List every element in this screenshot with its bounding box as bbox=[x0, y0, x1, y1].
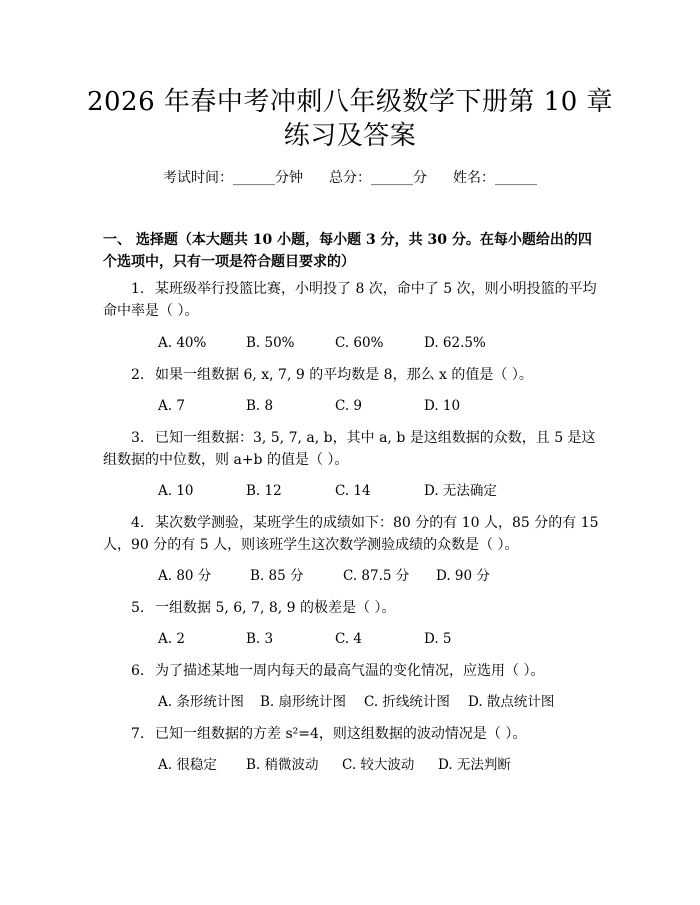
question-1 bbox=[103, 278, 603, 322]
option-c: C. 9 bbox=[335, 398, 363, 414]
option-a: A. 10 bbox=[158, 483, 194, 499]
question-number: 7. bbox=[131, 726, 145, 742]
question-5 bbox=[103, 597, 603, 619]
option-b: B. 12 bbox=[246, 483, 282, 499]
option-a: A. 很稳定 bbox=[158, 757, 217, 773]
option-b: B. 85 分 bbox=[250, 568, 304, 584]
exam-time-field: 考试时间：______分钟 bbox=[163, 170, 303, 186]
page-title-line2: 练习及答案 bbox=[283, 121, 417, 151]
question-4 bbox=[103, 512, 603, 556]
option-b: B. 稍微波动 bbox=[246, 757, 319, 773]
option-b: B. 8 bbox=[246, 398, 274, 414]
question-text: 一组数据 5, 6, 7, 8, 9 的极差是（ ）。 bbox=[155, 600, 396, 616]
question-7 bbox=[103, 723, 603, 745]
question-text: 如果一组数据 6, x, 7, 9 的平均数是 8，那么 x 的值是（ ）。 bbox=[155, 367, 533, 383]
page-title-line1: 2026 年春中考冲刺八年级数学下册第 10 章 bbox=[86, 87, 614, 117]
section-heading: 一、 选择题（本大题共 10 小题，每小题 3 分，共 30 分。在每小题给出的四个选项中，只有一项是符合题目要求的） bbox=[103, 232, 592, 270]
question-text: 为了描述某地一周内每天的最高气温的变化情况，应选用（ ）。 bbox=[155, 663, 545, 679]
option-c: C. 折线统计图 bbox=[364, 694, 450, 710]
option-d: D. 无法判断 bbox=[438, 757, 511, 773]
option-a: A. 2 bbox=[158, 631, 185, 647]
option-d: D. 散点统计图 bbox=[468, 694, 555, 710]
question-5-options bbox=[158, 629, 598, 649]
question-6 bbox=[103, 660, 603, 682]
question-3-options bbox=[158, 481, 598, 501]
option-d: D. 62.5% bbox=[424, 335, 486, 351]
student-name-field: 姓名：______ bbox=[453, 170, 537, 186]
option-d: D. 10 bbox=[424, 398, 461, 414]
question-4-options bbox=[158, 566, 598, 586]
option-a: A. 7 bbox=[158, 398, 185, 414]
question-number: 5. bbox=[131, 600, 145, 616]
question-2 bbox=[103, 364, 603, 386]
option-c: C. 87.5 分 bbox=[343, 568, 410, 584]
question-1-options bbox=[158, 333, 598, 353]
option-c: C. 较大波动 bbox=[342, 757, 415, 773]
question-number: 6. bbox=[131, 663, 145, 679]
question-text: 某班级举行投篮比赛，小明投了 8 次，命中了 5 次，则小明投篮的平均命中率是（ ）。 bbox=[103, 281, 597, 319]
option-d: D. 5 bbox=[424, 631, 452, 647]
question-number: 1. bbox=[131, 281, 145, 297]
question-2-options bbox=[158, 396, 598, 416]
option-b: B. 50% bbox=[246, 335, 295, 351]
option-a: A. 40% bbox=[158, 335, 207, 351]
option-b: B. 扇形统计图 bbox=[260, 694, 347, 710]
option-d: D. 无法确定 bbox=[424, 483, 497, 499]
exam-meta bbox=[0, 168, 700, 188]
question-6-options bbox=[158, 692, 598, 712]
question-3 bbox=[103, 427, 603, 471]
question-number: 4. bbox=[131, 515, 145, 531]
option-c: C. 60% bbox=[335, 335, 384, 351]
option-b: B. 3 bbox=[246, 631, 274, 647]
option-a: A. 80 分 bbox=[158, 568, 212, 584]
question-text: 已知一组数据：3, 5, 7, a, b，其中 a, b 是这组数据的众数，且 5 是这组数据的中位数，则 a+b 的值是（ ）。 bbox=[103, 430, 596, 468]
option-a: A. 条形统计图 bbox=[158, 694, 244, 710]
question-number: 3. bbox=[131, 430, 145, 446]
question-7-options bbox=[158, 755, 598, 775]
question-text: 某次数学测验，某班学生的成绩如下：80 分的有 10 人，85 分的有 15 人，90 分的有 5 人，则该班学生这次数学测验成绩的众数是（ ）。 bbox=[103, 515, 599, 553]
option-d: D. 90 分 bbox=[436, 568, 490, 584]
question-number: 2. bbox=[131, 367, 145, 383]
option-c: C. 14 bbox=[335, 483, 371, 499]
question-text: 已知一组数据的方差 s²=4，则这组数据的波动情况是（ ）。 bbox=[155, 726, 527, 742]
total-score-field: 总分：______分 bbox=[329, 170, 427, 186]
option-c: C. 4 bbox=[335, 631, 363, 647]
